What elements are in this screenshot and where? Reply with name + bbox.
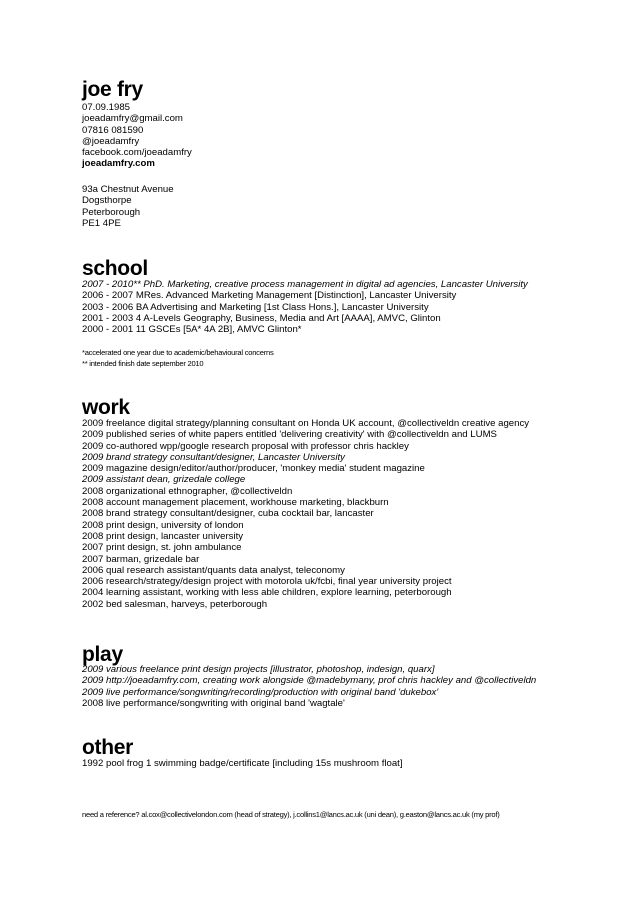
work-item: 2009 published series of white papers entitled 'delivering creativity' with @collectiveldn and LUMS	[82, 429, 497, 441]
play-item: 2009 various freelance print design projects [illustrator, photoshop, indesign, quarx]	[82, 664, 435, 675]
email-link[interactable]: joeadamfry@gmail.com	[82, 113, 183, 125]
footnote: *accelerated one year due to academic/behavioural concerns	[82, 348, 274, 357]
school-item: 2001 - 2003 4 A-Levels Geography, Business, Media and Art [AAAA], AMVC, Glinton	[82, 312, 441, 324]
work-item: 2009 brand strategy consultant/designer, Lancaster University	[82, 451, 345, 463]
play-item: 2009 live performance/songwriting/recording/production with original band 'dukebox'	[82, 686, 439, 698]
facebook-link[interactable]: facebook.com/joeadamfry	[82, 147, 192, 159]
person-name: joe fry	[82, 78, 143, 101]
work-item: 2002 bed salesman, harveys, peterborough	[82, 598, 268, 610]
work-item: 2007 print design, st. john ambulance	[82, 542, 242, 554]
contact-list	[82, 102, 192, 170]
work-item: 2008 account management placement, workhouse marketing, blackburn	[82, 497, 389, 509]
work-item: 2008 organizational ethnographer, @collectiveldn	[82, 485, 293, 497]
twitter-handle: @joeadamfry	[82, 135, 140, 147]
work-item: 2009 freelance digital strategy/planning consultant on Honda UK account, @collectiveldn creative agency	[82, 418, 530, 429]
address-line: Dogsthorpe	[82, 195, 132, 207]
work-item: 2009 assistant dean, grizedale college	[82, 474, 246, 486]
work-item: 2008 print design, lancaster university	[82, 530, 244, 542]
work-item: 2009 magazine design/editor/author/producer, 'monkey media' student magazine	[82, 463, 425, 475]
play-list	[82, 664, 536, 709]
school-item: 2000 - 2001 11 GSCEs [5A* 4A 2B], AMVC Glinton*	[82, 324, 302, 336]
play-heading: play	[82, 643, 123, 666]
footnote: ** intended finish date september 2010	[82, 358, 204, 368]
school-item: 2007 - 2010** PhD. Marketing, creative process management in digital ad agencies, Lancaster University	[82, 279, 528, 290]
work-item: 2009 co-authored wpp/google research proposal with professor chris hackley	[82, 440, 409, 452]
references-footer: need a reference? al.cox@collectivelondon.com (head of strategy), j.collins1@lancs.ac.uk (uni dean), g.easton@lancs.ac.uk (my prof)	[82, 810, 500, 819]
address-line: 93a Chestnut Avenue	[82, 184, 174, 195]
work-list	[82, 418, 529, 610]
school-item: 2006 - 2007 MRes. Advanced Marketing Management [Distinction], Lancaster University	[82, 290, 457, 302]
other-list	[82, 758, 403, 769]
school-list	[82, 279, 528, 335]
work-heading: work	[82, 396, 130, 419]
school-heading: school	[82, 257, 148, 280]
school-item: 2003 - 2006 BA Advertising and Marketing [1st Class Hons.], Lancaster University	[82, 301, 429, 313]
work-item: 2006 research/strategy/design project with motorola uk/fcbi, final year university project	[82, 576, 452, 588]
work-item: 2008 print design, university of london	[82, 519, 244, 531]
phone-number: 07816 081590	[82, 124, 144, 136]
address-line: Peterborough	[82, 206, 141, 218]
birth-date: 07.09.1985	[82, 102, 131, 113]
website-link[interactable]: joeadamfry.com	[82, 158, 155, 170]
address-line: PE1 4PE	[82, 217, 121, 229]
other-item: 1992 pool frog 1 swimming badge/certificate [including 15s mushroom float]	[82, 758, 403, 769]
work-item: 2006 qual research assistant/quants data analyst, teleconomy	[82, 564, 345, 576]
address-block	[82, 184, 174, 229]
play-item: 2009 http://joeadamfry.com, creating work alongside @madebymany, prof chris hackley and @collectiveldn	[82, 675, 537, 687]
work-item: 2008 brand strategy consultant/designer, cuba cocktail bar, lancaster	[82, 508, 374, 520]
school-notes	[82, 348, 274, 369]
work-item: 2004 learning assistant, working with less able children, explore learning, peterborough	[82, 587, 452, 599]
work-item: 2007 barman, grizedale bar	[82, 553, 200, 565]
other-heading: other	[82, 736, 134, 759]
play-item: 2008 live performance/songwriting with original band 'wagtale'	[82, 697, 345, 709]
